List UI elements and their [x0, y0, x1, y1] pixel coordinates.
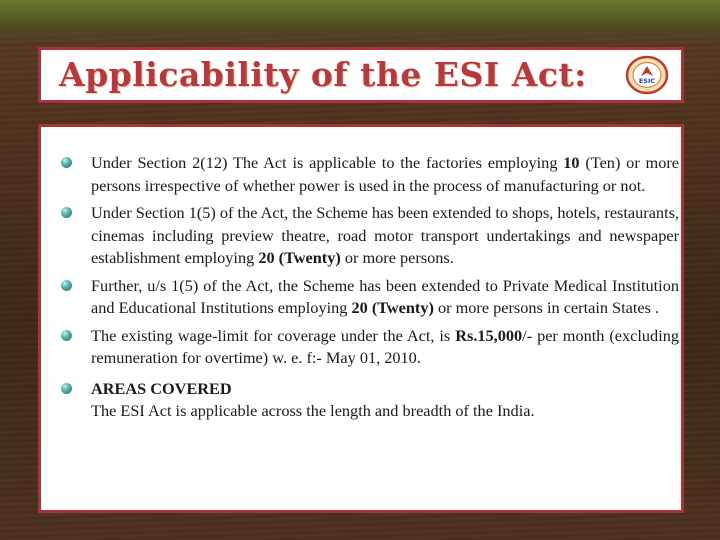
point-text: Under Section 1(5) of the Act, the Scheme has been extended to shops, hotels, restaurants, cinemas including preview theatre, road motor transport undertakings and newspaper establishment employing	[91, 203, 679, 267]
bullet-list	[61, 152, 679, 428]
point-text: Further, u/s 1(5) of the Act, the Scheme has been extended to Private Medical Institution and Educational Institutions employing	[91, 275, 679, 317]
point-bold: 10	[563, 153, 580, 172]
point-text: (Ten) or more persons irrespective of whether power is used in the process of manufacturing or not.	[91, 153, 679, 195]
slide-title: Applicability of the ESI Act:	[59, 55, 587, 94]
point-bold: Rs.15,000	[455, 325, 523, 345]
list-item	[61, 202, 679, 270]
point-text: /- per month (excluding remuneration for overtime) w. e. f:- May 01, 2010.	[91, 325, 679, 367]
point-bold: 20 (Twenty)	[258, 248, 341, 267]
bullet-icon	[61, 330, 72, 341]
point-text: or more persons.	[340, 248, 454, 267]
background-top-glow	[0, 0, 720, 45]
bullet-icon	[61, 280, 72, 291]
areas-heading: AREAS COVERED	[91, 378, 232, 398]
logo-text: ESIC	[638, 77, 656, 85]
list-item	[61, 325, 679, 370]
title-box	[38, 47, 684, 103]
bullet-icon	[61, 383, 72, 394]
list-item	[61, 378, 679, 423]
content-box	[38, 124, 684, 513]
esic-logo-icon	[625, 55, 669, 95]
list-item	[61, 152, 679, 197]
point-text: or more persons in certain States .	[433, 298, 660, 317]
point-text: The existing wage-limit for coverage under the Act, is	[91, 325, 456, 345]
bullet-icon	[61, 207, 72, 218]
bullet-icon	[61, 157, 72, 168]
areas-text: The ESI Act is applicable across the length and breadth of the India.	[91, 401, 535, 420]
point-text: Under Section 2(12) The Act is applicable to the factories employing	[91, 153, 564, 172]
list-item	[61, 275, 679, 320]
point-bold: 20 (Twenty)	[351, 298, 434, 317]
